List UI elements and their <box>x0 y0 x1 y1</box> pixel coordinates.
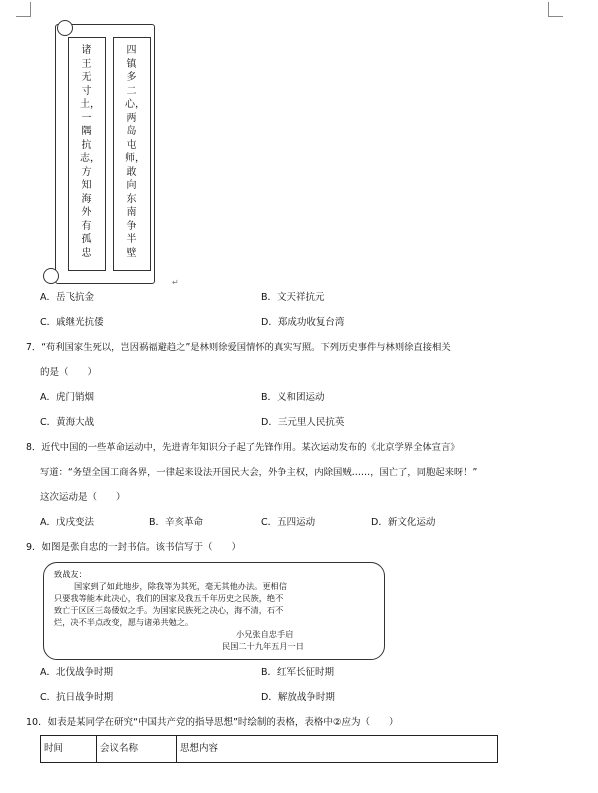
letter-salutation: 致战友： <box>54 569 87 579</box>
q8-option-b: B．辛亥革命 <box>149 517 204 528</box>
zhang-zizhong-letter-image <box>43 562 385 660</box>
couplet-scroll-image <box>43 20 158 285</box>
q7-option-c: C．黄海大战 <box>40 417 95 428</box>
q7-stem-line1: 7．“苟利国家生死以，岂因祸福避趋之”是林则徐爱国情怀的真实写照。下列历史事件与林则徐直接相关 <box>26 342 451 353</box>
letter-line1: 国家到了如此地步，除我等为其死，毫无其他办法。更相信 <box>74 581 287 591</box>
q7-option-b: B．义和团运动 <box>261 392 325 403</box>
letter-date: 民国二十九年五月一日 <box>222 641 304 651</box>
q8-stem-line2: 写道：“务望全国工商各界，一律起来设法开国民大会，外争主权，内除国贼……，国亡了，同胞起来呀！” <box>40 467 478 478</box>
paragraph-mark: ↵ <box>172 278 179 287</box>
q8-option-a: A．戊戌变法 <box>40 517 94 528</box>
scroll-curl-bottom <box>43 268 59 284</box>
letter-line2: 只要我等能本此决心，我们的国家及我五千年历史之民族，绝不 <box>54 593 284 603</box>
q6-option-a: A．岳飞抗金 <box>40 292 94 303</box>
q7-stem-line2: 的是（ ） <box>40 367 98 378</box>
table-header-time: 时间 <box>41 736 97 762</box>
q7-option-d: D．三元里人民抗英 <box>261 417 345 428</box>
letter-line4: 烂，决不半点改变，愿与诸弟共勉之。 <box>54 617 194 627</box>
q6-option-d: D．郑成功收复台湾 <box>261 317 345 328</box>
q9-option-a: A．北伐战争时期 <box>40 667 113 678</box>
letter-line3: 致亡于区区三岛倭奴之手。为国家民族死之决心，海不清，石不 <box>54 605 284 615</box>
crop-mark-top-right <box>548 2 563 17</box>
q8-option-c: C．五四运动 <box>261 517 316 528</box>
couplet-right-panel <box>113 37 151 271</box>
q8-stem-line3: 这次运动是（ ） <box>40 492 126 503</box>
q9-stem: 9．如图是张自忠的一封书信。该书信写于（ ） <box>26 542 242 553</box>
q8-stem-line1: 8．近代中国的一些革命运动中，先进青年知识分子起了先锋作用。某次运动发布的《北京学界全体宣言》 <box>26 442 460 453</box>
crop-mark-top-left <box>16 2 31 17</box>
q6-option-c: C．戚继光抗倭 <box>40 317 104 328</box>
couplet-left-panel <box>68 37 106 271</box>
table-header-content: 思想内容 <box>180 743 219 754</box>
couplet-right-text: 四镇多二心，两岛屯师，敢向东南争半壁 <box>125 45 145 259</box>
letter-signature: 小兄张自忠手启 <box>236 629 294 639</box>
q8-option-d: D．新文化运动 <box>371 517 436 528</box>
q10-stem: 10．如表是某同学在研究“中国共产党的指导思想”时绘制的表格，表格中②应为（ ） <box>26 717 399 728</box>
q9-option-d: D．解放战争时期 <box>261 692 335 703</box>
q9-option-c: C．抗日战争时期 <box>40 692 114 703</box>
q10-table <box>40 735 498 763</box>
scroll-curl-top <box>57 20 73 36</box>
table-header-meeting-name: 会议名称 <box>97 736 177 762</box>
q7-option-a: A．虎门销烟 <box>40 392 94 403</box>
couplet-left-text: 诸王无寸土，一隅抗志，方知海外有孤忠 <box>80 45 100 259</box>
q9-option-b: B．红军长征时期 <box>261 667 335 678</box>
q6-option-b: B．文天祥抗元 <box>261 292 325 303</box>
